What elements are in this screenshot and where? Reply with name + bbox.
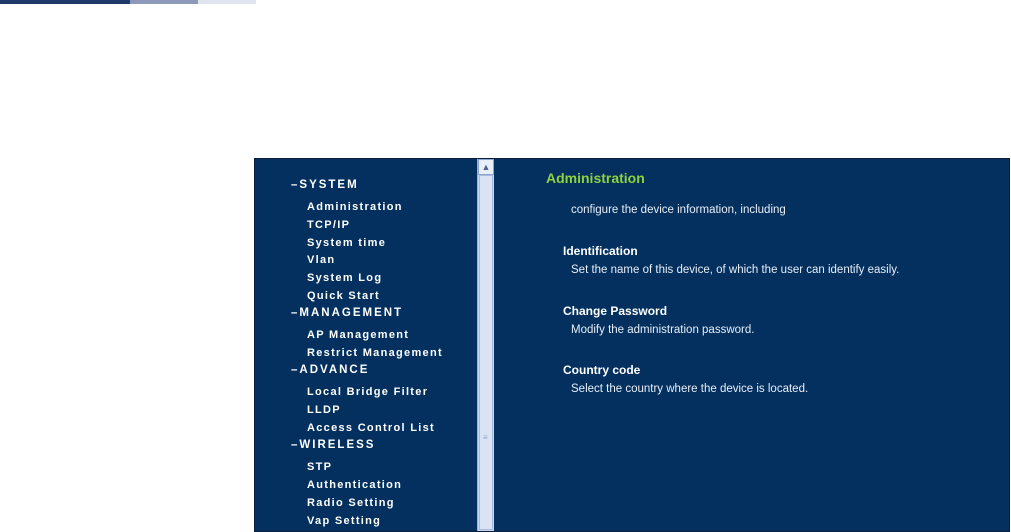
nav-scrollbar[interactable] <box>477 159 494 531</box>
scrollbar-thumb[interactable] <box>479 175 493 530</box>
nav-item-quick-start[interactable]: Quick Start <box>307 290 380 302</box>
nav-item-stp[interactable]: STP <box>307 461 333 473</box>
header-bar-dark <box>0 0 130 4</box>
intro-text: configure the device information, including <box>571 204 786 216</box>
nav-item-administration[interactable]: Administration <box>307 201 403 213</box>
nav-item-radio-setting[interactable]: Radio Setting <box>307 497 395 509</box>
header-bar-light <box>198 0 256 4</box>
chevron-up-icon[interactable]: ▲ <box>478 159 494 175</box>
nav-section-wireless[interactable]: –WIRELESS <box>291 439 376 451</box>
nav-item-vap-setting[interactable]: Vap Setting <box>307 515 382 527</box>
nav-tree <box>255 159 477 531</box>
grip-icon: ≡ <box>483 433 488 442</box>
content-area <box>494 159 1009 531</box>
nav-item-restrict-management[interactable]: Restrict Management <box>307 347 443 359</box>
nav-item-access-control-list[interactable]: Access Control List <box>307 422 436 434</box>
nav-item-ap-management[interactable]: AP Management <box>307 329 410 341</box>
header-bar-mid <box>130 0 198 4</box>
nav-item-authentication[interactable]: Authentication <box>307 479 403 491</box>
nav-section-advance[interactable]: –ADVANCE <box>291 364 370 376</box>
nav-item-local-bridge-filter[interactable]: Local Bridge Filter <box>307 386 429 398</box>
nav-item-lldp[interactable]: LLDP <box>307 404 341 416</box>
section-heading-identification: Identification <box>563 244 638 258</box>
section-text-country-code: Select the country where the device is located. <box>571 383 809 395</box>
page-title: Administration <box>546 170 645 186</box>
help-panel <box>254 158 1010 532</box>
nav-item-system-log[interactable]: System Log <box>307 272 383 284</box>
section-text-change-password: Modify the administration password. <box>571 324 755 336</box>
nav-item-tcpip[interactable]: TCP/IP <box>307 219 351 231</box>
nav-section-system[interactable]: –SYSTEM <box>291 179 359 191</box>
nav-item-system-time[interactable]: System time <box>307 237 387 249</box>
nav-item-vlan[interactable]: Vlan <box>307 254 336 266</box>
section-text-identification: Set the name of this device, of which the user can identify easily. <box>571 264 900 276</box>
section-heading-change-password: Change Password <box>563 304 668 318</box>
nav-section-management[interactable]: –MANAGEMENT <box>291 307 404 319</box>
section-heading-country-code: Country code <box>563 363 641 377</box>
